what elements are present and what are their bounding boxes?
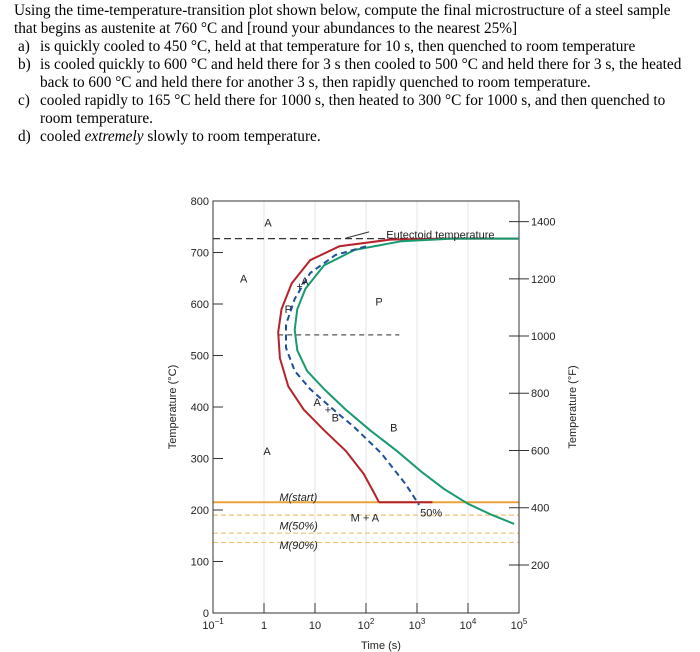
item-text-start: cooled (40, 128, 85, 145)
item-label: b) (18, 56, 31, 73)
annotation-label: A (264, 217, 272, 230)
annotation-label: + (296, 280, 303, 293)
item-label: a) (18, 38, 30, 55)
y2-axis-label: Temperature (°F) (567, 365, 579, 449)
annotation-label: P (375, 296, 383, 309)
annotation-label: B (331, 412, 339, 425)
annotation-label: A (313, 396, 321, 409)
y2-tick-label: 1200 (531, 273, 556, 286)
y-axis-label: Temperature (°C) (167, 364, 179, 450)
annotation-label: 50% (420, 507, 443, 520)
y-tick-label: 300 (190, 453, 209, 466)
y-tick-label: 800 (190, 196, 209, 208)
item-text: cooled rapidly to 165 °C held there for 1000 s, then heated to 300 °C for 1000 s, and then quenched to room temperature. (40, 92, 666, 127)
y-tick-label: 700 (190, 247, 209, 260)
y2-tick-label: 1000 (531, 331, 556, 344)
plot-layer (167, 196, 579, 652)
item-text-emphasis: extremely (84, 128, 144, 145)
x-tick-label: $10^{-1}$ (202, 617, 224, 632)
annotation-label: + (324, 404, 332, 417)
y2-tick-label: 600 (531, 445, 550, 458)
annotation-label: Eutectoid temperature (386, 229, 495, 242)
y-tick-label: 100 (190, 556, 209, 569)
annotation-label: A (301, 275, 309, 288)
x-tick-label: $10^5$ (510, 617, 528, 632)
annotation-label: M(50%) (279, 520, 318, 533)
x-axis-label: Time (s) (361, 640, 401, 652)
item-label: c) (18, 92, 30, 109)
x-tick-label: 1 (260, 620, 268, 632)
x-tick-label: $10^3$ (408, 617, 426, 632)
y-tick-label: 0 (202, 608, 209, 620)
question-intro: Using the time-temperature-transition plot shown below, compute the final microstructure of a steel sample that begins as austenite at 760 °C and [round your abundances to the nearest 25%] (14, 2, 671, 37)
y-tick-label: 400 (190, 402, 209, 414)
x-tick-label: $10^4$ (459, 617, 477, 632)
annotation-label: P (284, 304, 293, 317)
item-text: is cooled quickly to 600 °C and held there for 3 s then cooled to 500 °C and held there for 3 s, the heated back to 600 °C and held there for another 3 s, then rapidly quenched to room temperature. (40, 56, 682, 91)
y2-tick-label: 200 (531, 559, 550, 572)
item-text-end: slowly to room temperature. (143, 128, 321, 145)
y2-tick-label: 800 (531, 388, 550, 401)
annotation-label: A (240, 273, 248, 286)
y-tick-label: 500 (190, 350, 209, 363)
item-label: d) (18, 128, 31, 145)
annotation-label: M(start) (279, 492, 318, 505)
y2-tick-label: 1400 (531, 216, 556, 229)
annotation-label: M + A (350, 512, 380, 525)
item-text: is quickly cooled to 450 °C, held at that temperature for 10 s, then quenched to room temperature (40, 38, 636, 55)
annotation-label: B (390, 422, 398, 435)
y2-tick-label: 400 (531, 502, 550, 515)
x-tick-label: $10^2$ (357, 617, 375, 632)
y-tick-label: 200 (190, 505, 209, 517)
x-tick-label: 10 (308, 620, 322, 632)
annotation-label: A (263, 445, 271, 458)
curve-finish (295, 239, 519, 524)
annotation-label: M(90%) (279, 540, 318, 553)
y-tick-label: 600 (190, 299, 209, 311)
